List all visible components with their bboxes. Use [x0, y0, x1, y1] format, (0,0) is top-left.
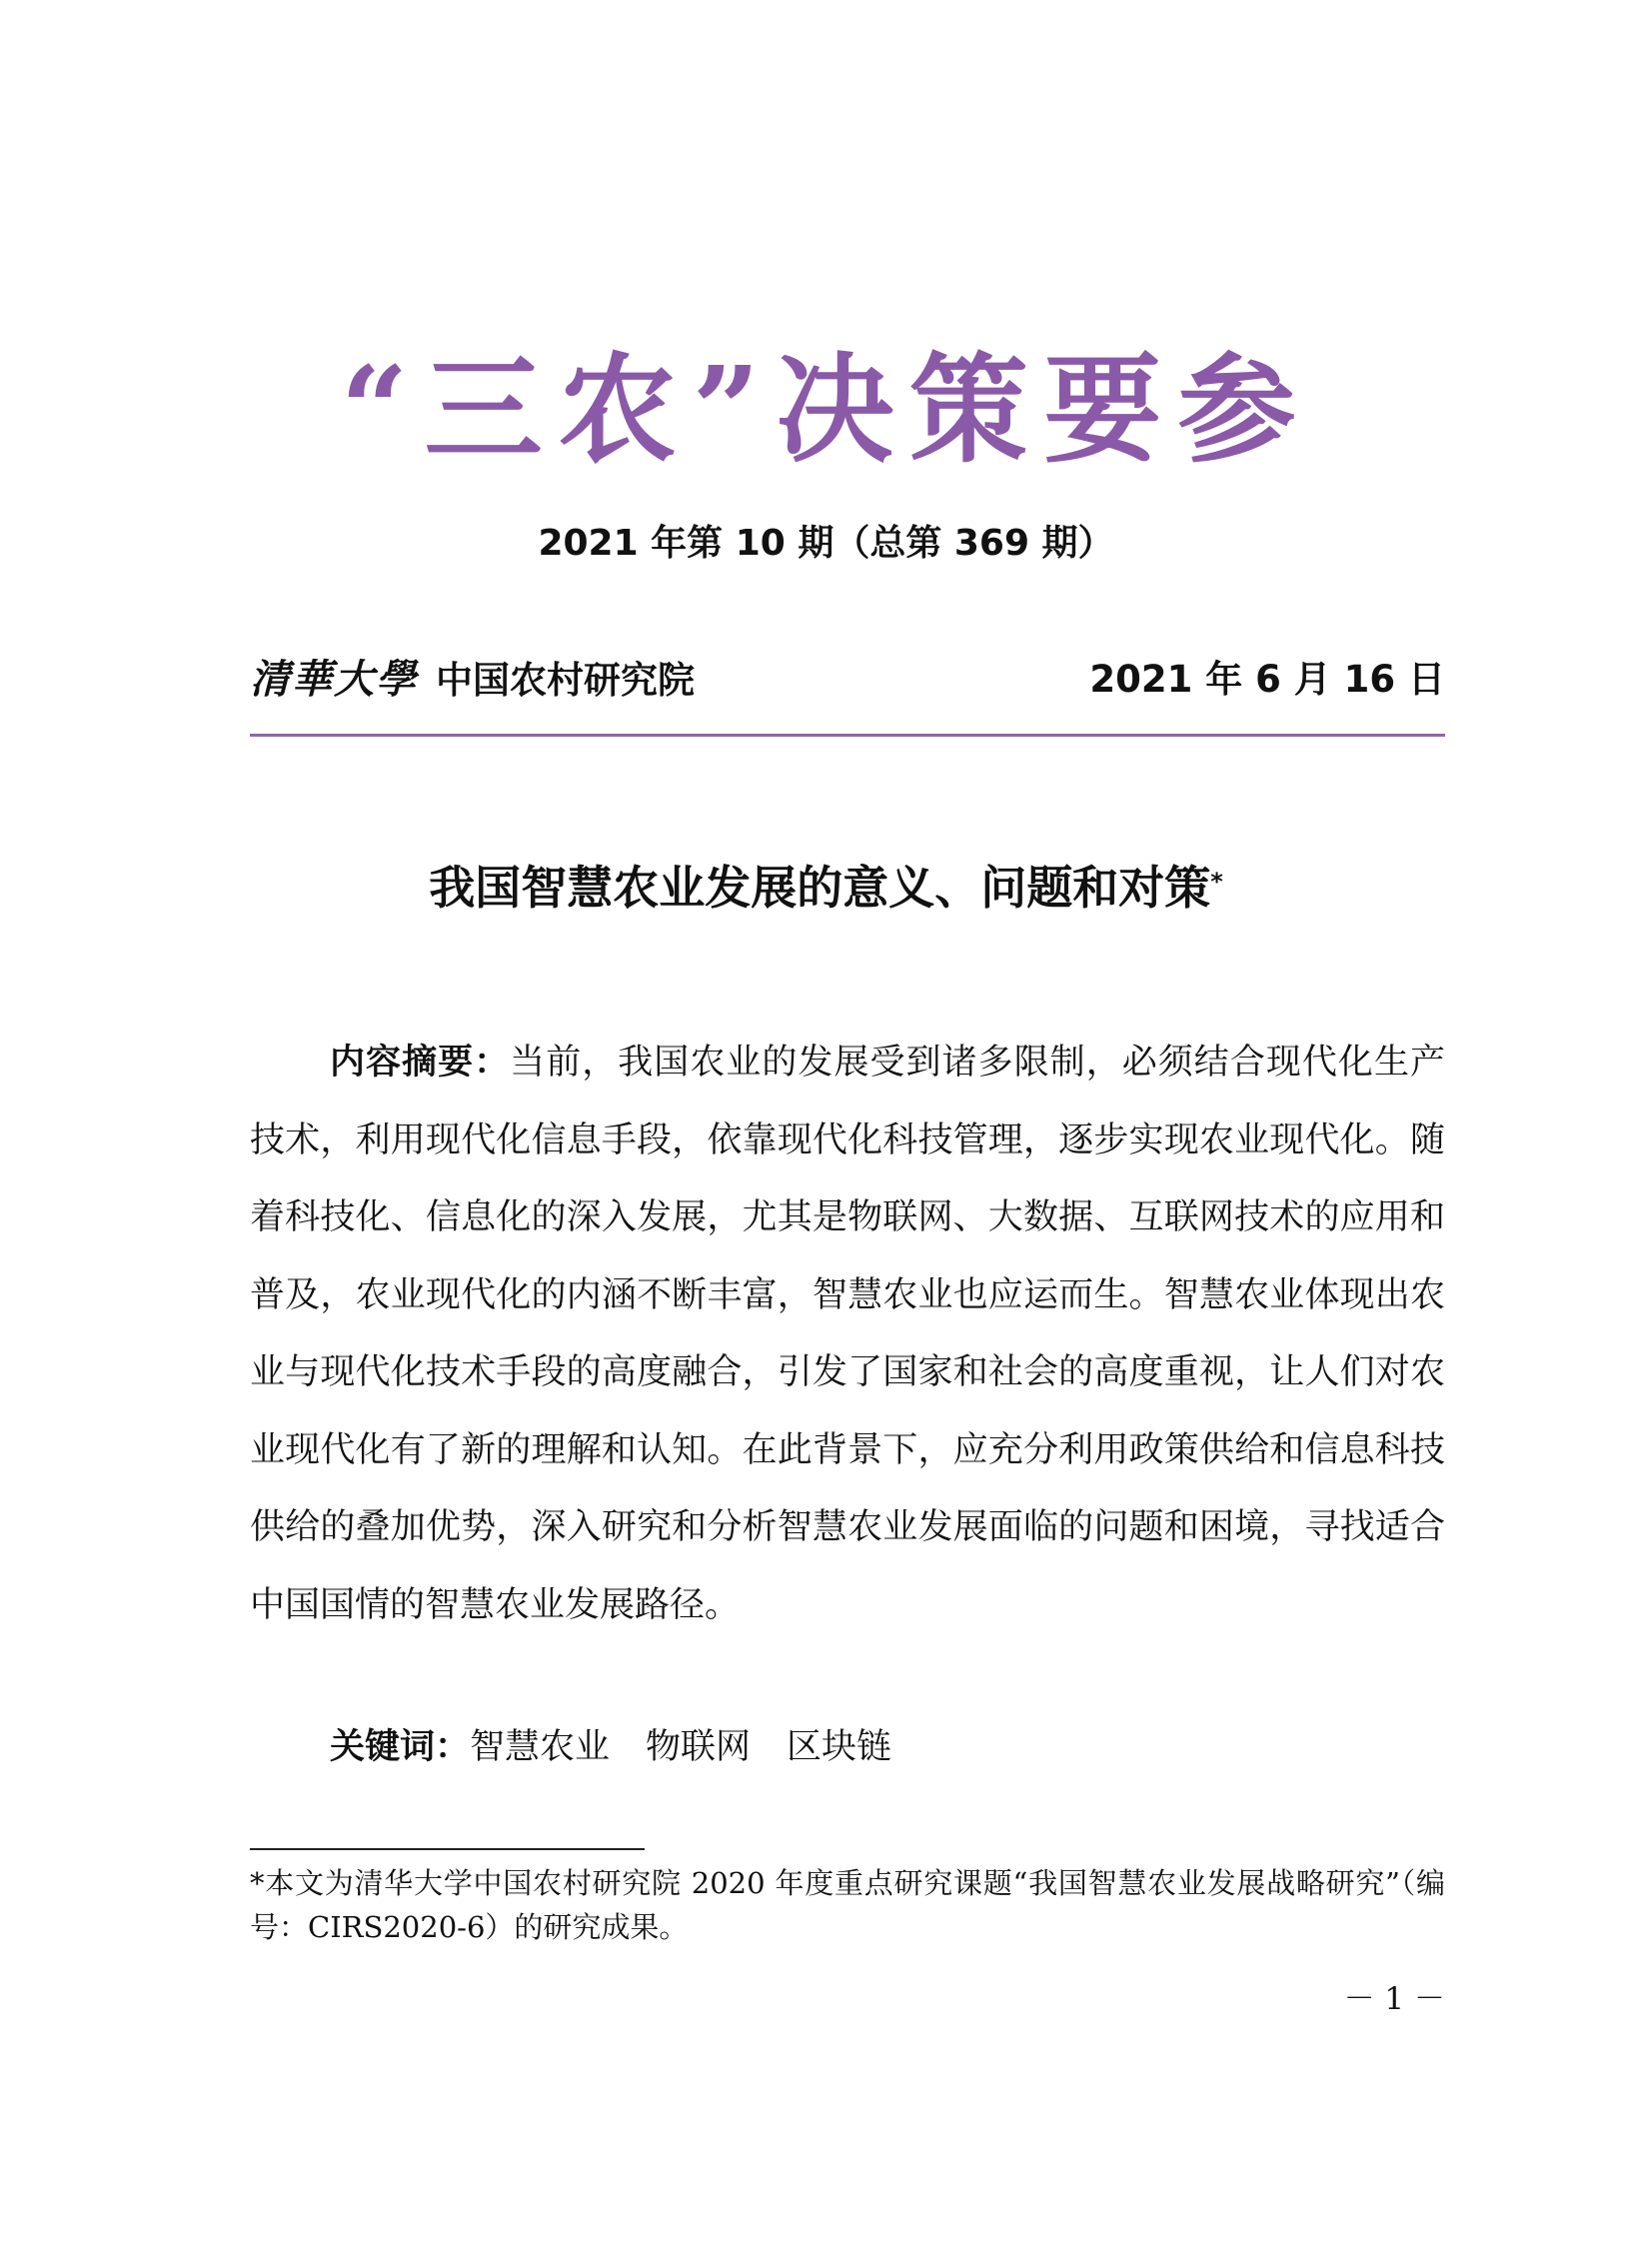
issue-number: 2021 年第 10 期（总第 369 期） — [538, 523, 1114, 564]
keywords — [330, 1709, 927, 1786]
university-logo-text: 清華大學 — [250, 656, 418, 703]
keywords-label: 关键词： — [330, 1727, 471, 1767]
abstract-text: 当前，我国农业的发展受到诸多限制，必须结合现代化生产技术，利用现代化信息手段，依靠现代化科技管理，逐步实现农业现代化。随着科技化、信息化的深入发展，尤其是物联网、大数据、互联网技术的应用和普及，农业现代化的内涵不断丰富，智慧农业也应运而生。智慧农业体现出农业与现代化技术手段的高度融合，引发了国家和社会的高度重视，让人们对农业现代化有了新的理解和认知。在此背景下，应充分利用政策供给和信息科技供给的叠加优势，深入研究和分析智慧农业发展面临的问题和困境，寻找适合中国国情的智慧农业发展路径。 — [250, 1043, 1445, 1625]
institute-name: 中国农村研究院 — [436, 659, 695, 702]
publication-date: 2021 年 6 月 16 日 — [1089, 658, 1445, 701]
publisher — [250, 655, 695, 706]
keyword-item: 区块链 — [787, 1727, 892, 1767]
keyword-item: 智慧农业 — [470, 1727, 611, 1767]
abstract — [250, 1025, 1445, 1644]
footnote: *本文为清华大学中国农村研究院 2020 年度重点研究课题“我国智慧农业发展战略研究”（编号：CIRS2020-6）的研究成果。 — [250, 1866, 1445, 1944]
abstract-label: 内容摘要： — [330, 1043, 511, 1083]
footnote-divider — [250, 1848, 645, 1850]
keyword-item: 物联网 — [646, 1727, 752, 1767]
masthead-title: “三农”决策要参 — [340, 340, 1312, 479]
header-divider — [250, 734, 1445, 737]
page-number: － 1 － — [1343, 1981, 1445, 2017]
article-title — [0, 858, 1652, 918]
article-title-text: 我国智慧农业发展的意义、问题和对策 — [429, 861, 1211, 915]
footnote-mark: * — [1210, 868, 1223, 896]
